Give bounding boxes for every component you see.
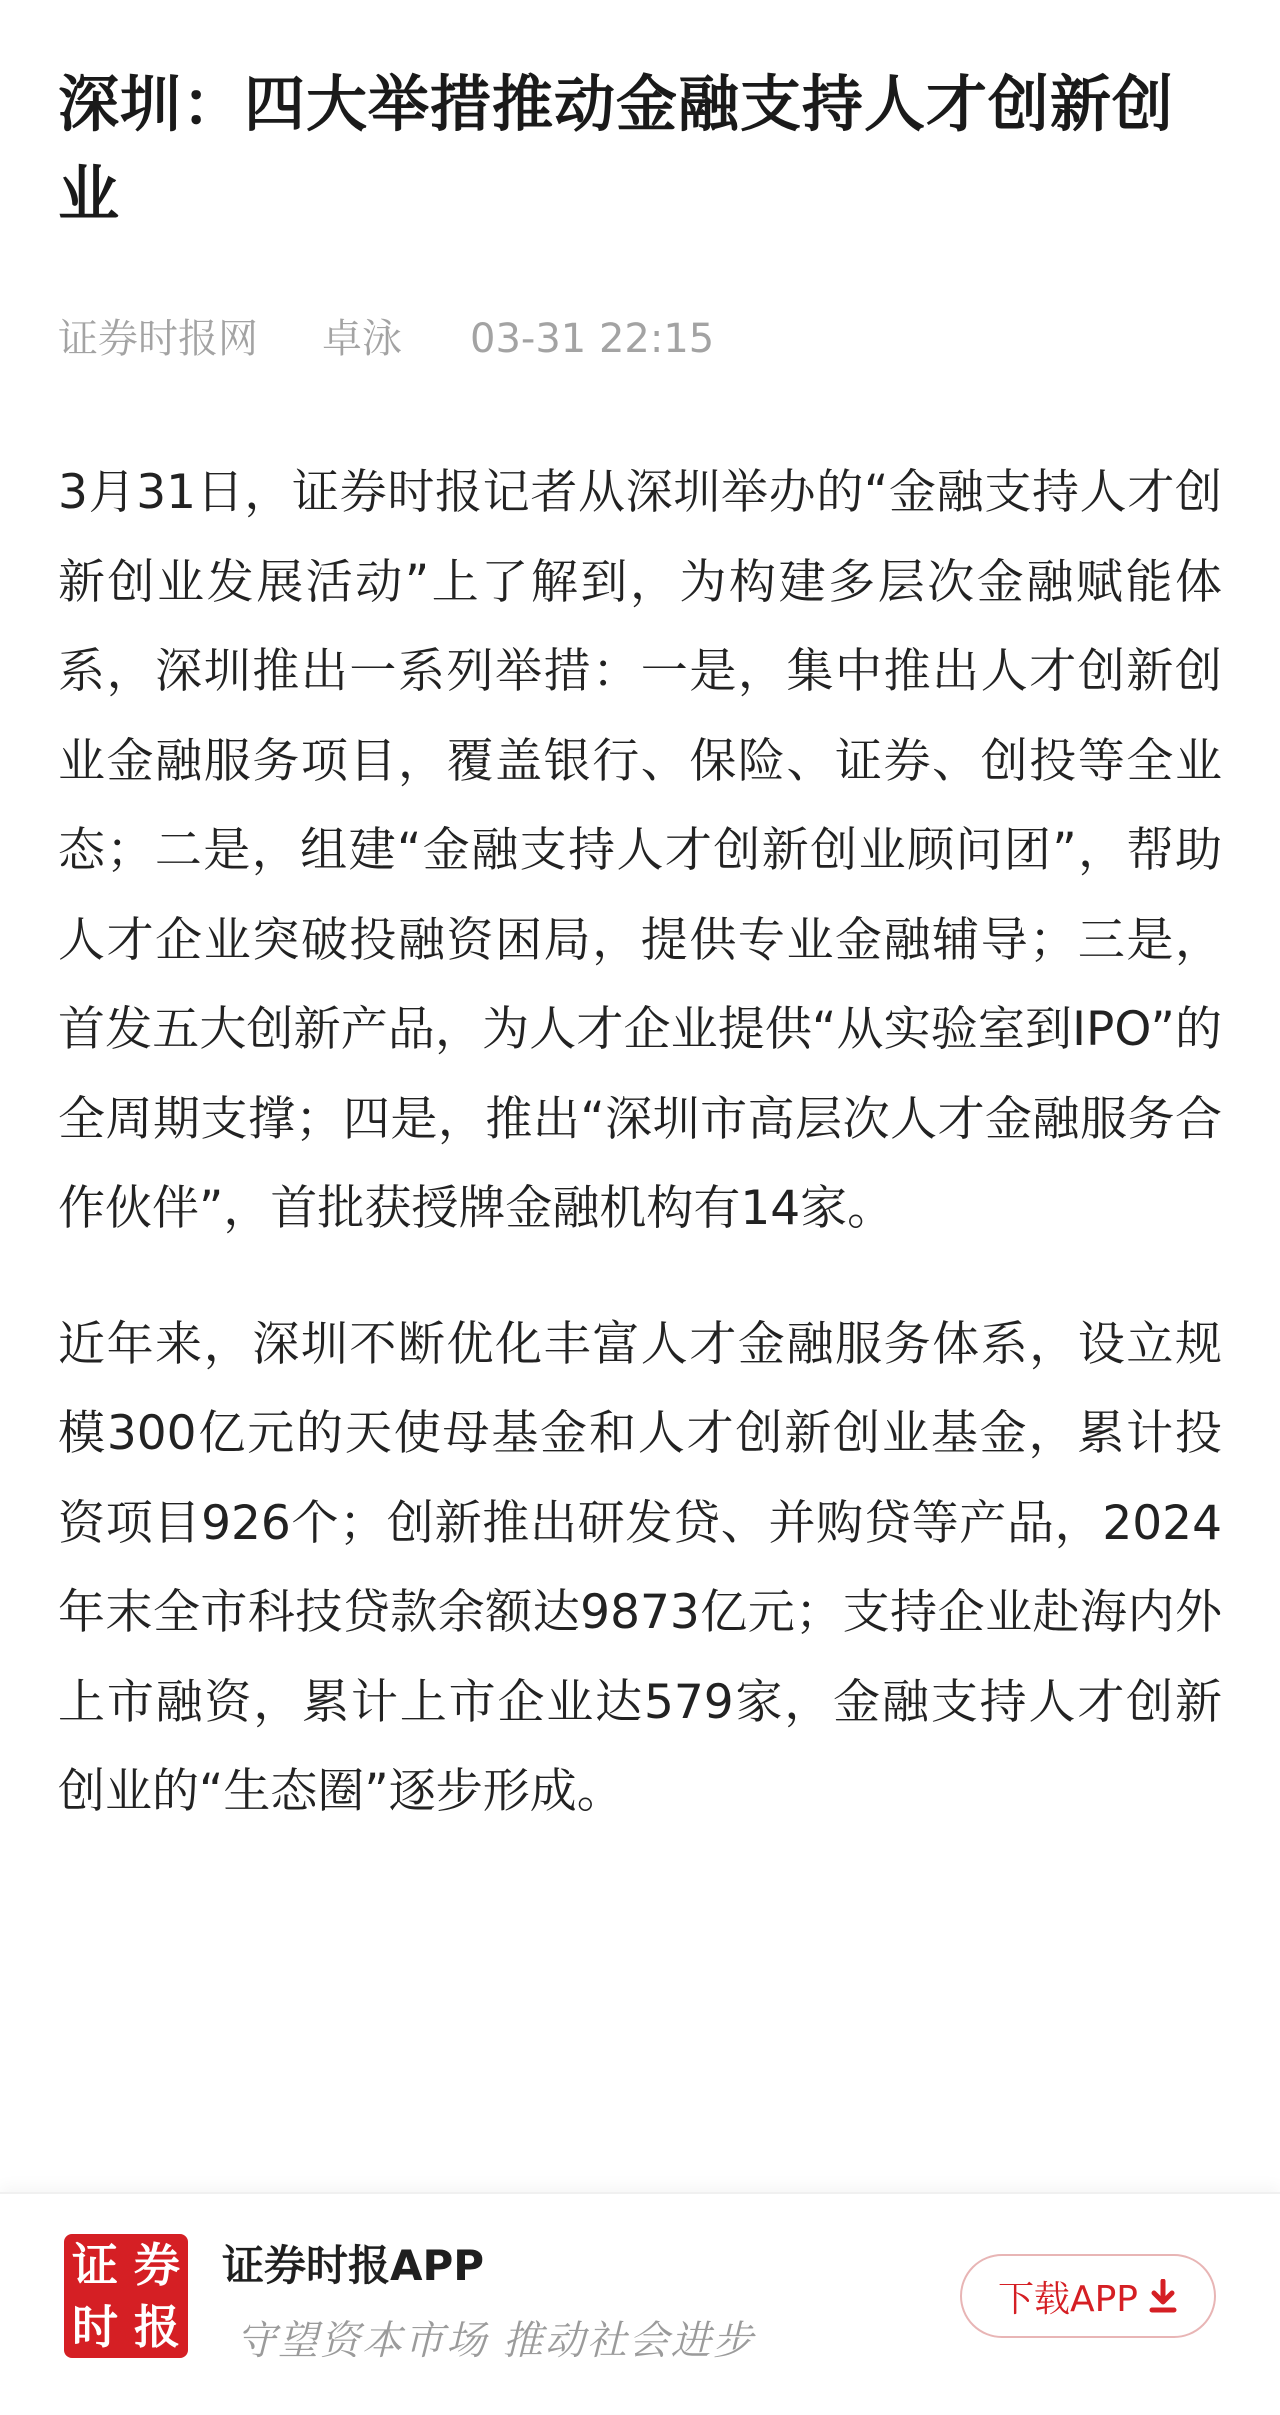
app-logo	[64, 2234, 188, 2358]
article-title: 深圳：四大举措推动金融支持人才创新创业	[58, 69, 1175, 230]
article-paragraph: 3月31日，证券时报记者从深圳举办的“金融支持人才创新创业发展活动”上了解到，为构建多层次金融赋能体系，深圳推出一系列举措：一是，集中推出人才创新创业金融服务项目，覆盖银行、保险、证券、创投等全业态；二是，组建“金融支持人才创新创业顾问团”，帮助人才企业突破投融资困局，提供专业金融辅导；三是，首发五大创新产品，为人才企业提供“从实验室到IPO”的全周期支撑；四是，推出“深圳市高层次人才金融服务合作伙伴”，首批获授牌金融机构有14家。	[58, 465, 1222, 1236]
article-source[interactable]: 证券时报网	[58, 316, 258, 362]
download-arrow-icon	[1148, 2279, 1178, 2313]
download-button-label: 下载APP	[997, 2278, 1139, 2320]
logo-char: 证	[72, 2238, 118, 2292]
article-paragraph: 近年来，深圳不断优化丰富人才金融服务体系，设立规模300亿元的天使母基金和人才创新创业基金，累计投资项目926个；创新推出研发贷、并购贷等产品，2024年末全市科技贷款余额达9873亿元；支持企业赴海内外上市融资，累计上市企业达579家，金融支持人才创新创业的“生态圈”逐步形成。	[58, 1316, 1222, 1819]
article-time: 03-31 22:15	[470, 316, 715, 362]
app-slogan: 守望资本市场 推动社会进步	[236, 2318, 755, 2364]
app-name: 证券时报APP	[222, 2241, 485, 2290]
logo-char: 券	[134, 2238, 180, 2292]
logo-char: 时	[72, 2300, 118, 2354]
article	[58, 60, 1222, 1837]
article-meta	[58, 314, 1222, 364]
app-download-banner	[0, 2192, 1280, 2415]
download-app-button[interactable]	[960, 2254, 1216, 2338]
logo-char: 报	[134, 2300, 180, 2354]
article-author: 卓泳	[322, 316, 402, 362]
